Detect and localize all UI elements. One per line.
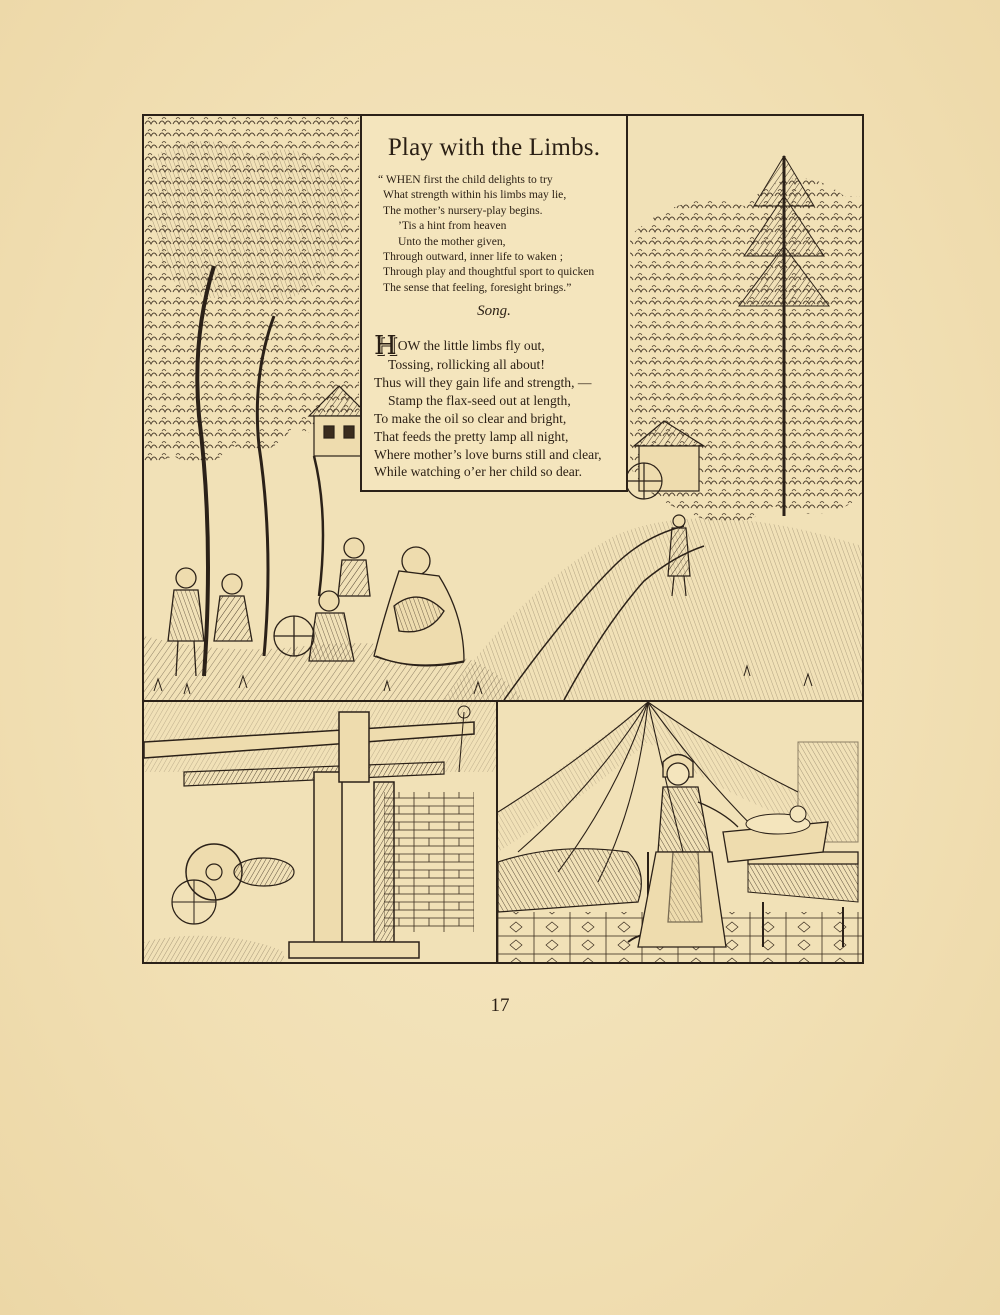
mother-cradle-engraving — [498, 702, 862, 962]
bottom-right-illustration — [498, 702, 862, 962]
song-line: That feeds the pretty lamp all night, — [374, 428, 569, 444]
poem-text-box — [360, 116, 628, 492]
top-illustration — [144, 116, 862, 702]
song-line: To make the oil so clear and bright, — [374, 410, 567, 426]
motto-line: What strength within his limbs may lie, — [383, 188, 567, 202]
motto-line: Through outward, inner life to waken ; — [383, 250, 563, 264]
decorated-initial: H — [374, 331, 397, 361]
song-line: Thus will they gain life and strength, — — [374, 374, 592, 390]
song-line — [374, 331, 602, 361]
oil-press-engraving — [144, 702, 496, 962]
illustration-plate — [142, 114, 864, 964]
page-number: 17 — [490, 995, 510, 1016]
motto-line: ’Tis a hint from heaven — [398, 219, 507, 233]
motto-line: Through play and thoughtful sport to quicken — [383, 265, 595, 279]
motto-line: Unto the mother given, — [398, 234, 506, 248]
song-heading: Song. — [477, 303, 511, 319]
song-line: While watching o’er her child so dear. — [374, 464, 582, 480]
poem-title: Play with the Limbs. — [387, 134, 601, 161]
motto-line: “ WHEN first the child delights to try — [378, 173, 553, 186]
motto-verse — [378, 172, 594, 295]
song-line-rest: OW the little limbs fly out, — [397, 338, 545, 353]
motto-line: The mother’s nursery-play begins. — [383, 203, 543, 217]
song-verse — [374, 331, 602, 481]
song-line: Where mother’s love burns still and clear, — [374, 446, 602, 462]
motto-line: The sense that feeling, foresight brings.” — [383, 280, 572, 294]
bottom-left-illustration — [144, 702, 498, 962]
song-line: Stamp the flax-seed out at length, — [388, 392, 571, 408]
song-line: Tossing, rollicking all about! — [388, 357, 545, 372]
